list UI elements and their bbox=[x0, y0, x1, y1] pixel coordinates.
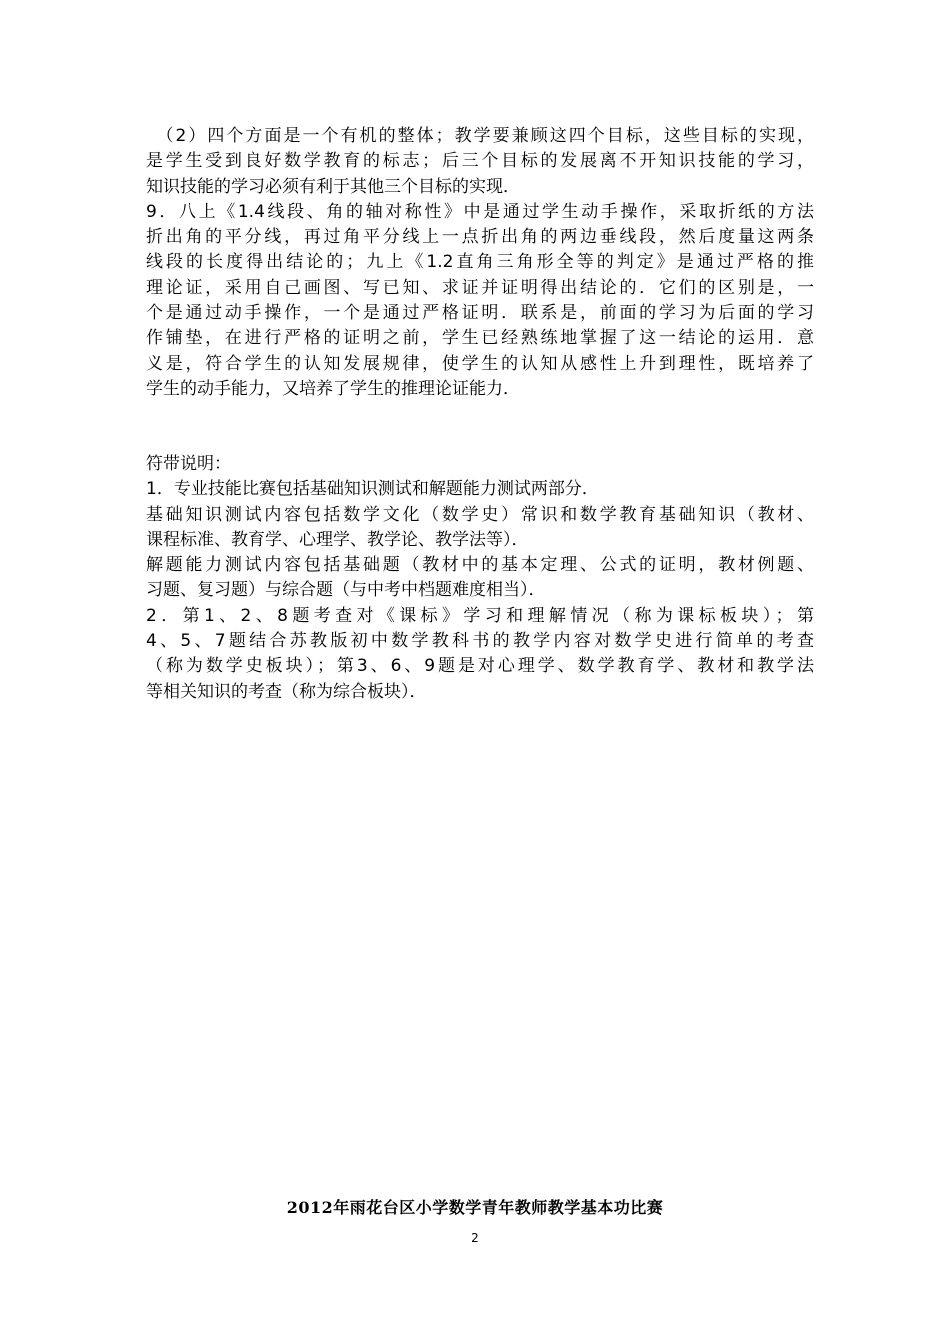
notes-line: 解题能力测试内容包括基础题（教材中的基本定理、公式的证明，教材例题、 bbox=[146, 555, 814, 576]
notes-line: 习题、复习题）与综合题（与中考中档题难度相当）． bbox=[146, 580, 546, 601]
notes-line: 1．专业技能比赛包括基础知识测试和解题能力测试两部分． bbox=[146, 479, 599, 500]
notes-line: 2．第1、2、8题考查对《课标》学习和理解情况（称为课标板块）；第 bbox=[146, 605, 814, 626]
paragraph-line: 义是，符合学生的认知发展规律，使学生的认知从感性上升到理性，既培养了 bbox=[146, 353, 814, 374]
notes-block bbox=[146, 452, 814, 705]
paragraph-line: 折出角的平分线，再过角平分线上一点折出角的两边垂线段，然后度量这两条 bbox=[146, 227, 814, 248]
notes-line: （称为数学史板块）；第3、6、9题是对心理学、数学教育学、教材和教学法 bbox=[146, 656, 814, 677]
paragraph-line: 9．八上《1.4线段、角的轴对称性》中是通过学生动手操作，采取折纸的方法 bbox=[146, 201, 814, 222]
answer-text-block bbox=[146, 124, 814, 402]
notes-heading: 符带说明： bbox=[146, 454, 231, 474]
paragraph-line: 作铺垫，在进行严格的证明之前，学生已经熟练地掌握了这一结论的运用．意 bbox=[146, 328, 814, 349]
paragraph-line: 学生的动手能力，又培养了学生的推理论证能力． bbox=[146, 378, 520, 399]
paragraph-line: 个是通过动手操作，一个是通过严格证明．联系是，前面的学习为后面的学习 bbox=[146, 303, 814, 324]
footer-title: 2012年雨花台区小学数学青年教师教学基本功比赛 bbox=[286, 1198, 664, 1217]
page-number: 2 bbox=[471, 1231, 479, 1245]
notes-line: 基础知识测试内容包括数学文化（数学史）常识和数学教育基础知识（教材、 bbox=[146, 504, 814, 525]
paragraph-line: 理论证，采用自己画图、写已知、求证并证明得出结论的．它们的区别是，一 bbox=[146, 277, 814, 298]
paragraph-line: 是学生受到良好数学教育的标志；后三个目标的发展离不开知识技能的学习， bbox=[146, 151, 814, 172]
paragraph-line: （2）四个方面是一个有机的整体；教学要兼顾这四个目标，这些目标的实现， bbox=[146, 126, 814, 146]
notes-line: 4、5、7题结合苏教版初中数学教科书的教学内容对数学史进行简单的考查 bbox=[146, 631, 814, 652]
paragraph-line: 线段的长度得出结论的；九上《1.2直角三角形全等的判定》是通过严格的推 bbox=[146, 252, 814, 273]
notes-line: 课程标准、教育学、心理学、教学论、教学法等）． bbox=[146, 529, 529, 550]
notes-line: 等相关知识的考查（称为综合板块）． bbox=[146, 681, 427, 702]
paragraph-line: 知识技能的学习必须有利于其他三个目标的实现． bbox=[146, 176, 520, 197]
